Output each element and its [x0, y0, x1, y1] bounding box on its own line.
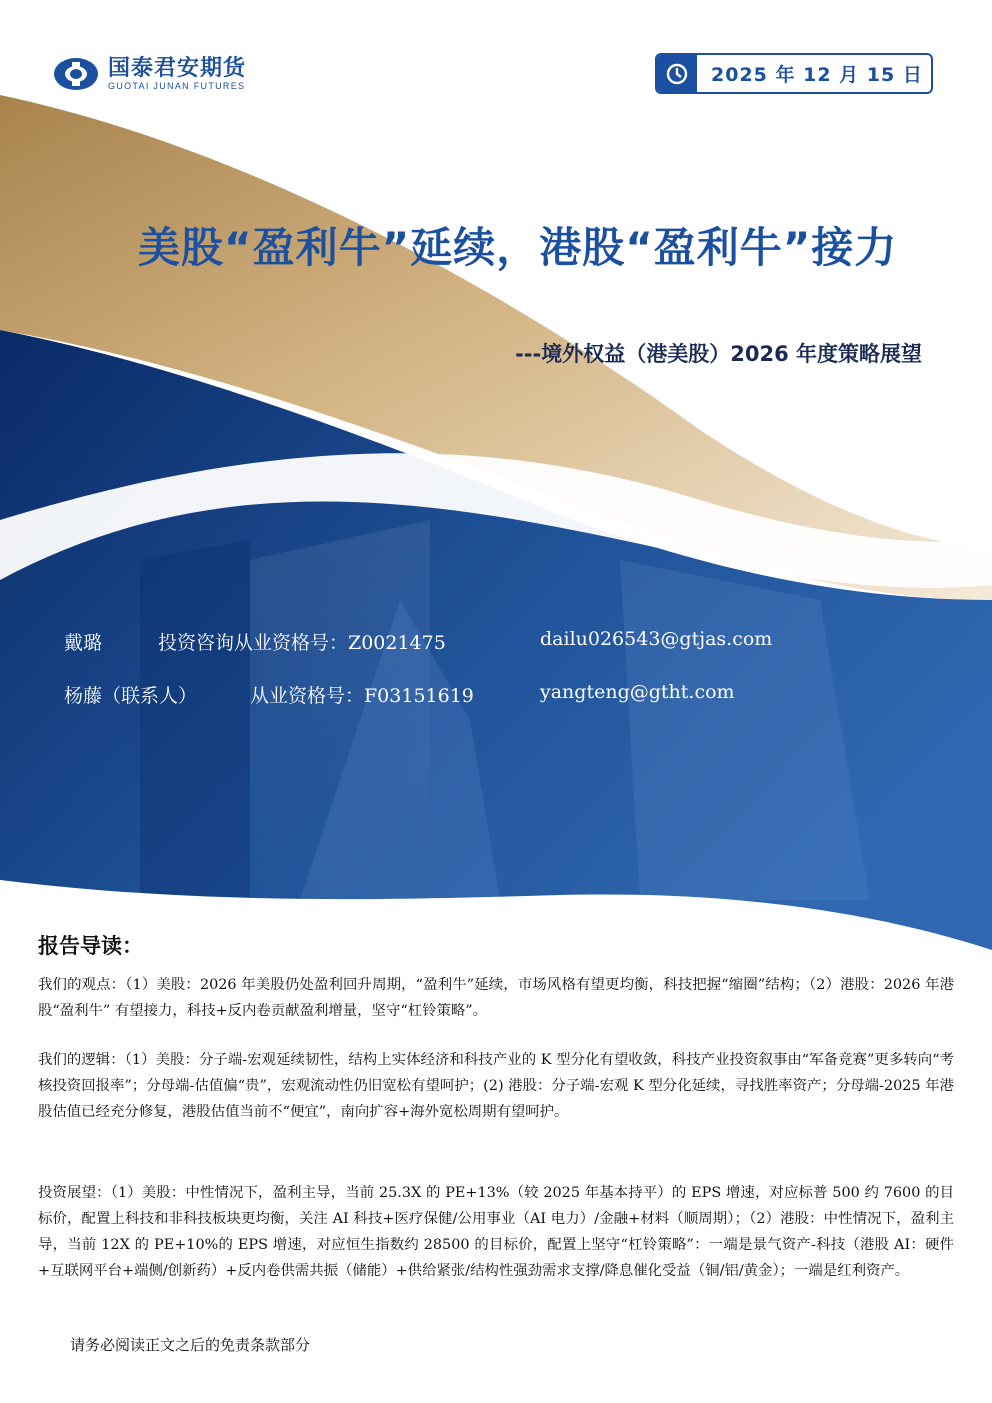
building-facet	[140, 540, 250, 900]
bottom-white-curve	[0, 880, 992, 1403]
summary-paragraph-views: 我们的观点：（1）美股：2026 年美股仍处盈利回升周期，“盈利牛”延续，市场风格有望更均衡，科技把握“缩圈”结构；（2）港股：2026 年港股“盈利牛” 有望接力，科技+反内卷贡献盈利增量，坚守“杠铃策略”。	[38, 977, 954, 1019]
report-title: 美股“盈利牛”延续，港股“盈利牛”接力	[138, 223, 898, 272]
report-date: 2025 年 12 月 15 日	[711, 64, 923, 86]
section-heading: 报告导读：	[38, 933, 143, 958]
author-email: dailu026543@gtjas.com	[540, 628, 773, 650]
report-date-badge	[655, 53, 933, 94]
summary-paragraph-outlook: 投资展望：（1）美股：中性情况下，盈利主导，当前 25.3X 的 PE+13%（较 2025 年基本持平）的 EPS 增速，对应标普 500 约 7600 的目标价，配置上科技和非科技板块更均衡，关注 AI 科技+医疗保健/公用事业（AI 电力）/金融+材料（顺周期）；（2）港股：中性情况下，盈利主导，当前 12X 的 PE+10%的 EPS 增速，对应恒生指数约 28500 的目标价，配置上坚守“杠铃策略”：一端是景气资产-科技（港股 AI：硬件+互联网平台+端侧/创新药）+反内卷供需共振（储能）+供给紧张/结构性强劲需求支撑/降息催化受益（铜/铝/黄金）；一端是红利资产。	[38, 1185, 954, 1279]
summary-paragraph-logic: 我们的逻辑：（1）美股：分子端-宏观延续韧性，结构上实体经济和科技产业的 K 型分化有望收敛，科技产业投资叙事由“军备竞赛”更多转向“考核投资回报率”；分母端-估值偏“贵”，宏观流动性仍旧宽松有望呵护；(2) 港股：分子端-宏观 K 型分化延续，寻找胜率资产；分母端-2025 年港股估值已经充分修复，港股估值当前不“便宜”，南向扩容+海外宽松周期有望呵护。	[38, 1052, 954, 1120]
author-name: 戴璐	[64, 632, 103, 654]
company-logo	[52, 54, 246, 94]
logo-mark-icon	[52, 54, 100, 94]
logo-text-cn: 国泰君安期货	[108, 55, 247, 81]
author-name: 杨藤（联系人）	[64, 685, 198, 707]
logo-text-en: GUOTAI JUNAN FUTURES	[108, 80, 246, 91]
author-credential: 投资咨询从业资格号：Z0021475	[158, 632, 446, 654]
author-credential: 从业资格号：F03151619	[250, 685, 474, 707]
clock-icon	[657, 55, 697, 92]
author-email: yangteng@gtht.com	[540, 681, 735, 703]
disclaimer-note: 请务必阅读正文之后的免责条款部分	[70, 1336, 311, 1354]
report-subtitle: ---境外权益（港美股）2026 年度策略展望	[515, 342, 922, 366]
